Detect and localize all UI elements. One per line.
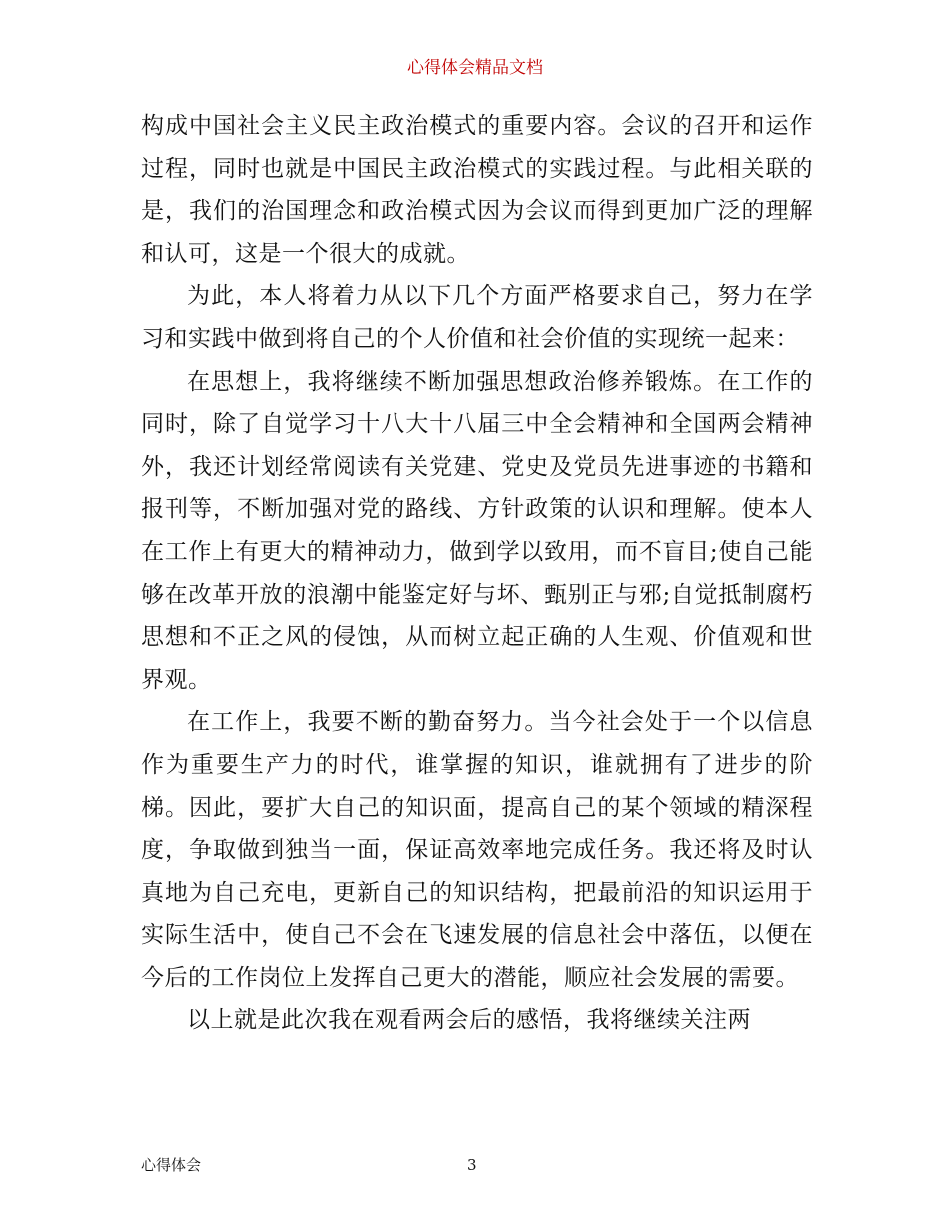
document-body: [141, 105, 813, 1042]
paragraph: 以上就是此次我在观看两会后的感悟，我将继续关注两: [187, 1007, 751, 1034]
paragraph-continuation: 构成中国社会主义民主政治模式的重要内容。会议的召开和运作过程，同时也就是中国民主政治模式的实践过程。与此相关联的是，我们的治国理念和政治模式因为会议而得到更加广泛的理解和认可，这是一个很大的成就。: [141, 113, 813, 267]
footer-label: 心得体会: [141, 1156, 202, 1174]
paragraph: 在工作上，我要不断的勤奋努力。当今社会处于一个以信息作为重要生产力的时代，谁掌握的知识，谁就拥有了进步的阶梯。因此，要扩大自己的知识面，提高自己的某个领域的精深程度，争取做到独当一面，保证高效率地完成任务。我还将及时认真地为自己充电，更新自己的知识结构，把最前沿的知识运用于实际生活中，使自己不会在飞速发展的信息社会中落伍，以便在今后的工作岗位上发挥自己更大的潜能，顺应社会发展的需要。: [141, 709, 813, 991]
paragraph: 在思想上，我将继续不断加强思想政治修养锻炼。在工作的同时，除了自觉学习十八大十八届三中全会精神和全国两会精神外，我还计划经常阅读有关党建、党史及党员先进事迹的书籍和报刊等，不断加强对党的路线、方针政策的认识和理解。使本人在工作上有更大的精神动力，做到学以致用，而不盲目;使自己能够在改革开放的浪潮中能鉴定好与坏、甄别正与邪;自觉抵制腐朽思想和不正之风的侵蚀，从而树立起正确的人生观、价值观和世界观。: [141, 368, 813, 693]
paragraph: 为此，本人将着力从以下几个方面严格要求自己，努力在学习和实践中做到将自己的个人价值和社会价值的实现统一起来：: [141, 283, 813, 352]
document-header-title: 心得体会精品文档: [407, 58, 543, 78]
page-number: 3: [467, 1156, 477, 1174]
